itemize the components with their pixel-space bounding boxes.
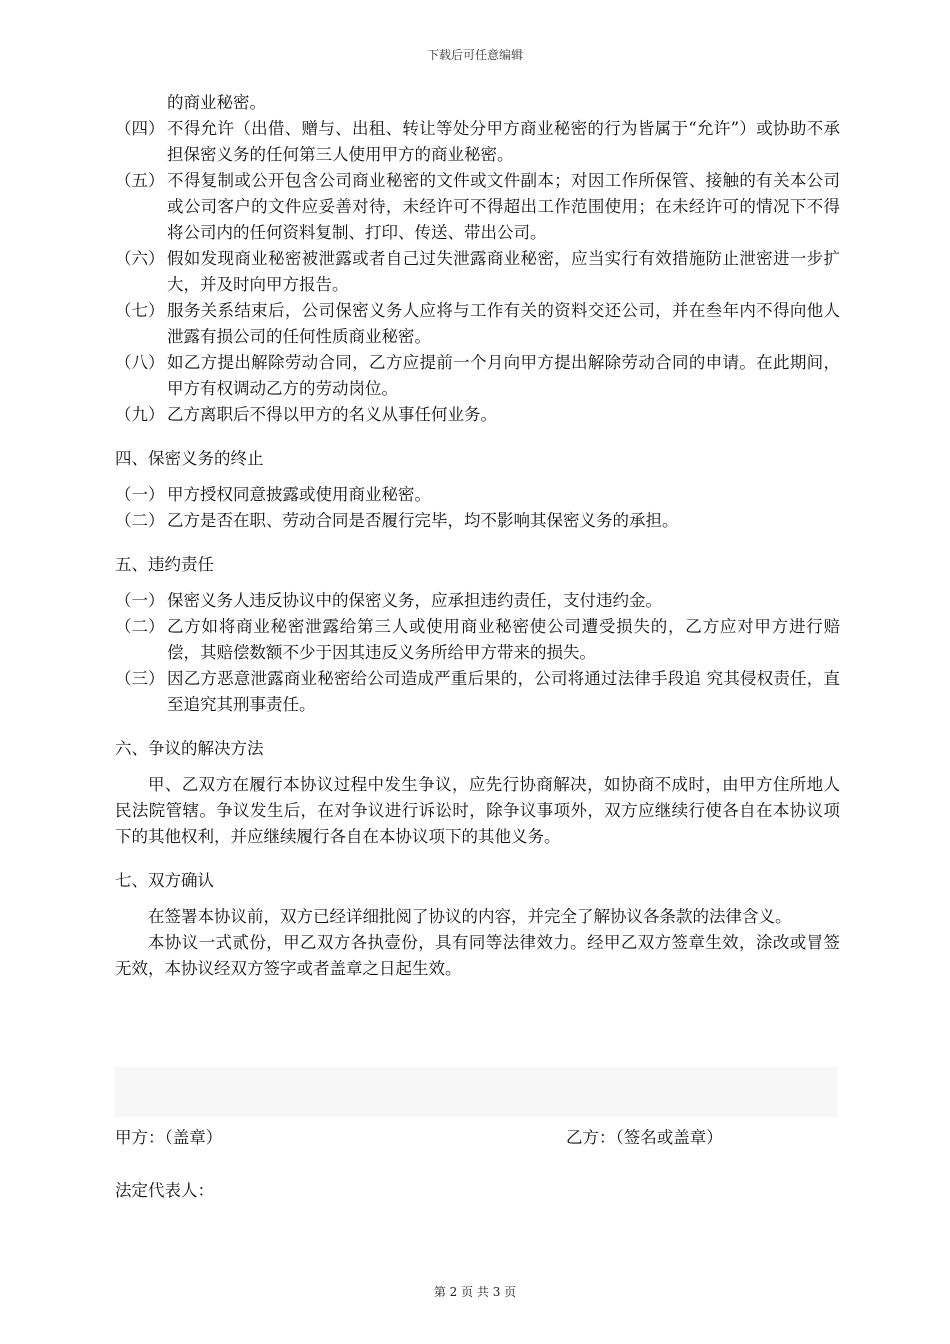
- clause-text: 不得允许（出借、赠与、出租、转让等处分甲方商业秘密的行为皆属于“允许”）或协助不承担保密义务的任何第三人使用甲方的商业秘密。: [167, 119, 840, 164]
- clause-item: [115, 350, 840, 402]
- clause-number: （一）: [115, 591, 165, 610]
- clause-text: 乙方是否在职、劳动合同是否履行完毕，均不影响其保密义务的承担。: [167, 511, 679, 530]
- clause-item: [115, 588, 840, 614]
- clause-number: （五）: [115, 171, 165, 190]
- clause-item: [115, 168, 840, 246]
- legal-representative-label: 法定代表人：: [115, 1181, 214, 1200]
- clause-number: （三）: [115, 669, 165, 688]
- clause-item: [115, 508, 840, 534]
- party-b-signature: 乙方：（签名或盖章）: [566, 1128, 723, 1147]
- page-header: 下载后可任意编辑: [426, 48, 523, 62]
- clause-item: [115, 298, 840, 350]
- paragraph: 甲、乙双方在履行本协议过程中发生争议，应先行协商解决，如协商不成时，由甲方住所地人民法院管辖。争议发生后，在对争议进行诉讼时，除争议事项外，双方应继续行使各自在本协议项下的其他权利，并应继续履行各自在本协议项下的其他义务。: [115, 775, 840, 846]
- clause-list-5: [115, 588, 840, 718]
- document-body: [115, 90, 840, 982]
- clause-list-4: [115, 482, 840, 534]
- clause-text: 不得复制或公开包含公司商业秘密的文件或文件副本；对因工作所保管、接触的有关本公司或公司客户的文件应妥善对待，未经许可不得超出工作范围使用；在未经许可的情况下不得将公司内的任何资料复制、打印、传送、带出公司。: [167, 171, 840, 242]
- clause-number: （七）: [115, 301, 165, 320]
- party-a-signature: 甲方：（盖章）: [115, 1128, 223, 1147]
- clause-text: 乙方如将商业秘密泄露给第三人或使用商业秘密使公司遭受损失的，乙方应对甲方进行赔偿，其赔偿数额不少于因其违反义务所给甲方带来的损失。: [167, 617, 840, 662]
- clause-text: 如乙方提出解除劳动合同，乙方应提前一个月向甲方提出解除劳动合同的申请。在此期间，甲方有权调动乙方的劳动岗位。: [167, 353, 840, 398]
- clause-item: [115, 246, 840, 298]
- clause-number: （八）: [115, 353, 165, 372]
- paragraph: 在签署本协议前，双方已经详细批阅了协议的内容，并完全了解协议各条款的法律含义。: [148, 907, 792, 926]
- clause-item: [115, 116, 840, 168]
- clause-number: （一）: [115, 485, 165, 504]
- clause-number: （六）: [115, 249, 165, 268]
- clause-number: （九）: [115, 405, 165, 424]
- section-heading: 六、争议的解决方法: [115, 739, 264, 758]
- clause-item: [115, 666, 840, 718]
- clause-list-3: [115, 116, 840, 428]
- clause-item: [115, 402, 840, 428]
- paragraph: 本协议一式贰份，甲乙双方各执壹份，具有同等法律效力。经甲乙双方签章生效，涂改或冒签无效，本协议经双方签字或者盖章之日起生效。: [115, 933, 840, 978]
- clause-text: 因乙方恶意泄露商业秘密给公司造成严重后果的，公司将通过法律手段追 究其侵权责任，直至追究其刑事责任。: [167, 669, 840, 714]
- clause-text: 保密义务人违反协议中的保密义务，应承担违约责任，支付违约金。: [167, 591, 662, 610]
- clause-number: （二）: [115, 617, 165, 636]
- clause-text: 乙方离职后不得以甲方的名义从事任何业务。: [167, 405, 497, 424]
- signature-area-shading: [115, 1067, 837, 1117]
- section-heading: 五、违约责任: [115, 555, 214, 574]
- clause-text: 假如发现商业秘密被泄露或者自己过失泄露商业秘密，应当实行有效措施防止泄密进一步扩大，并及时向甲方报告。: [167, 249, 840, 294]
- clause-text: 甲方授权同意披露或使用商业秘密。: [167, 485, 431, 504]
- clause-number: （四）: [115, 119, 165, 138]
- clause-item: [115, 482, 840, 508]
- clause-text: 服务关系结束后，公司保密义务人应将与工作有关的资料交还公司，并在叁年内不得向他人泄露有损公司的任何性质商业秘密。: [167, 301, 840, 346]
- section-heading: 七、双方确认: [115, 871, 214, 890]
- clause-item: [115, 614, 840, 666]
- clause-number: （二）: [115, 511, 165, 530]
- section-heading: 四、保密义务的终止: [115, 449, 264, 468]
- page-number: 第 2 页 共 3 页: [433, 1285, 517, 1299]
- continued-text: 的商业秘密。: [167, 93, 266, 112]
